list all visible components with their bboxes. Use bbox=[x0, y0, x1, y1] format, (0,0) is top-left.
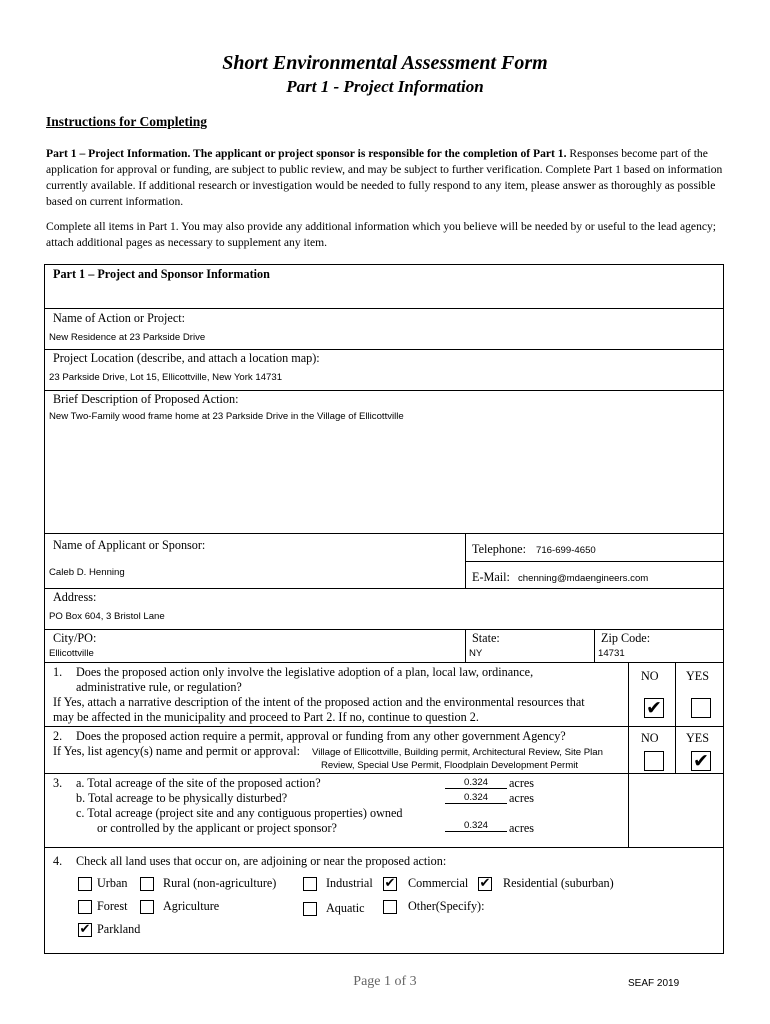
applicant-value[interactable]: Caleb D. Henning bbox=[49, 567, 125, 578]
divider bbox=[465, 629, 466, 662]
land-use-agriculture-checkbox[interactable] bbox=[140, 900, 154, 914]
q3b-label: b. Total acreage to be physically disturbed? bbox=[76, 791, 288, 805]
q1-line-3: If Yes, attach a narrative description of the intent of the proposed action and the environmental resources that bbox=[53, 695, 585, 709]
land-use-commercial-label: Commercial bbox=[408, 876, 469, 890]
divider bbox=[45, 726, 723, 727]
divider bbox=[45, 588, 723, 589]
project-location-value[interactable]: 23 Parkside Drive, Lot 15, Ellicottville, New York 14731 bbox=[49, 372, 283, 383]
land-use-aquatic-label: Aquatic bbox=[326, 901, 365, 915]
q3-number: 3. bbox=[53, 776, 63, 790]
divider bbox=[45, 629, 723, 630]
divider bbox=[465, 561, 723, 562]
q4-label: Check all land uses that occur on, are adjoining or near the proposed action: bbox=[76, 854, 447, 868]
form-title: Short Environmental Assessment Form bbox=[222, 52, 548, 74]
form-box bbox=[44, 264, 724, 954]
land-use-parkland-checkbox[interactable]: ✔ bbox=[79, 922, 91, 937]
q3c-label-1: c. Total acreage (project site and any contiguous properties) owned bbox=[76, 806, 403, 820]
q3b-value[interactable]: 0.324 bbox=[445, 792, 507, 804]
divider bbox=[45, 308, 723, 309]
instructions-para1-bold: Part 1 – Project Information. The applicant or project sponsor is responsible for the completion of Part 1. bbox=[46, 147, 567, 160]
land-use-residential-label: Residential (suburban) bbox=[503, 876, 614, 890]
land-use-forest-label: Forest bbox=[97, 899, 128, 913]
q4-number: 4. bbox=[53, 854, 63, 868]
divider bbox=[628, 662, 629, 773]
q3a-unit: acres bbox=[509, 776, 535, 790]
name-of-action-value[interactable]: New Residence at 23 Parkside Drive bbox=[49, 332, 206, 343]
telephone-label: Telephone: bbox=[472, 542, 526, 556]
telephone-value[interactable]: 716-699-4650 bbox=[536, 545, 596, 556]
land-use-other-label: Other(Specify): bbox=[408, 899, 485, 913]
instructions-paragraph-1 bbox=[46, 146, 726, 210]
form-code: SEAF 2019 bbox=[628, 978, 680, 989]
applicant-label: Name of Applicant or Sponsor: bbox=[53, 538, 206, 552]
project-location-label: Project Location (describe, and attach a location map): bbox=[53, 351, 320, 365]
q1-yes-checkbox[interactable] bbox=[691, 698, 711, 718]
city-label: City/PO: bbox=[53, 631, 97, 645]
state-label: State: bbox=[472, 631, 500, 645]
city-value[interactable]: Ellicottville bbox=[49, 648, 94, 659]
address-label: Address: bbox=[53, 590, 97, 604]
q2-no-label: NO bbox=[641, 731, 659, 745]
address-value[interactable]: PO Box 604, 3 Bristol Lane bbox=[49, 611, 165, 622]
divider bbox=[594, 629, 595, 662]
name-of-action-label: Name of Action or Project: bbox=[53, 311, 185, 325]
q3c-unit: acres bbox=[509, 821, 535, 835]
land-use-commercial-checkbox[interactable]: ✔ bbox=[384, 876, 396, 891]
q2-number: 2. bbox=[53, 729, 63, 743]
instructions-heading: Instructions for Completing bbox=[46, 114, 208, 129]
land-use-other-checkbox[interactable] bbox=[383, 900, 397, 914]
email-label: E-Mail: bbox=[472, 570, 510, 584]
q1-yes-label: YES bbox=[686, 669, 710, 683]
q3a-label: a. Total acreage of the site of the proposed action? bbox=[76, 776, 321, 790]
q2-no-checkbox[interactable] bbox=[644, 751, 664, 771]
instructions-paragraph-2: Complete all items in Part 1. You may also provide any additional information which you believe will be needed by or useful to the lead agency; attach additional pages as necessary to supplement any item. bbox=[46, 220, 717, 249]
divider bbox=[45, 662, 723, 663]
divider bbox=[45, 847, 723, 848]
divider bbox=[45, 533, 723, 534]
page-number: Page 1 of 3 bbox=[353, 974, 417, 989]
land-use-rural-label: Rural (non-agriculture) bbox=[163, 876, 277, 890]
q1-number: 1. bbox=[53, 665, 63, 679]
q1-line-4: may be affected in the municipality and proceed to Part 2. If no, continue to question 2. bbox=[53, 710, 479, 724]
divider bbox=[45, 349, 723, 350]
divider bbox=[45, 390, 723, 391]
description-value[interactable]: New Two-Family wood frame home at 23 Parkside Drive in the Village of Ellicottville bbox=[49, 411, 404, 422]
divider bbox=[465, 533, 466, 588]
q1-line-1: Does the proposed action only involve the legislative adoption of a plan, local law, ordinance, bbox=[76, 665, 534, 679]
land-use-urban-label: Urban bbox=[97, 876, 128, 890]
instructions-para1-rest: Responses become part of the application for approval or funding, are subject to public review, and may be subject to further verification. Complete Part 1 based on information currently available. If additional research or investigation would be needed to fully respond to any item, please answer as thoroughly as possible based on current information. bbox=[46, 147, 723, 208]
land-use-parkland-label: Parkland bbox=[97, 922, 141, 936]
land-use-aquatic-checkbox[interactable] bbox=[303, 902, 317, 916]
q2-answer-1[interactable]: Village of Ellicottville, Building permit, Architectural Review, Site Plan bbox=[312, 747, 603, 758]
q1-no-label: NO bbox=[641, 669, 659, 683]
section-heading: Part 1 – Project and Sponsor Information bbox=[53, 267, 270, 281]
q2-line-1: Does the proposed action require a permit, approval or funding from any other government Agency? bbox=[76, 729, 566, 743]
land-use-industrial-label: Industrial bbox=[326, 876, 373, 890]
zip-value[interactable]: 14731 bbox=[598, 648, 625, 659]
land-use-industrial-checkbox[interactable] bbox=[303, 877, 317, 891]
q2-yes-label: YES bbox=[686, 731, 710, 745]
q2-yes-checkbox[interactable]: ✔ bbox=[691, 751, 711, 771]
q3c-label-2: or controlled by the applicant or project sponsor? bbox=[97, 821, 337, 835]
q2-line-2: If Yes, list agency(s) name and permit or approval: bbox=[53, 744, 301, 758]
q2-answer-2[interactable]: Review, Special Use Permit, Floodplain Development Permit bbox=[321, 760, 579, 771]
q3b-unit: acres bbox=[509, 791, 535, 805]
form-subtitle: Part 1 - Project Information bbox=[286, 77, 484, 96]
land-use-rural-checkbox[interactable] bbox=[140, 877, 154, 891]
divider bbox=[628, 773, 629, 847]
divider bbox=[45, 773, 723, 774]
land-use-agriculture-label: Agriculture bbox=[163, 899, 220, 913]
description-label: Brief Description of Proposed Action: bbox=[53, 392, 239, 406]
q1-no-checkbox[interactable]: ✔ bbox=[644, 698, 664, 718]
state-value[interactable]: NY bbox=[469, 648, 483, 659]
q1-line-2: administrative rule, or regulation? bbox=[76, 680, 242, 694]
zip-label: Zip Code: bbox=[601, 631, 651, 645]
divider bbox=[675, 662, 676, 773]
land-use-forest-checkbox[interactable] bbox=[78, 900, 92, 914]
q3a-value[interactable]: 0.324 bbox=[445, 777, 507, 789]
land-use-residential-checkbox[interactable]: ✔ bbox=[479, 876, 491, 891]
email-value[interactable]: chenning@mdaengineers.com bbox=[518, 573, 649, 584]
q3c-value[interactable]: 0.324 bbox=[445, 820, 507, 832]
land-use-urban-checkbox[interactable] bbox=[78, 877, 92, 891]
